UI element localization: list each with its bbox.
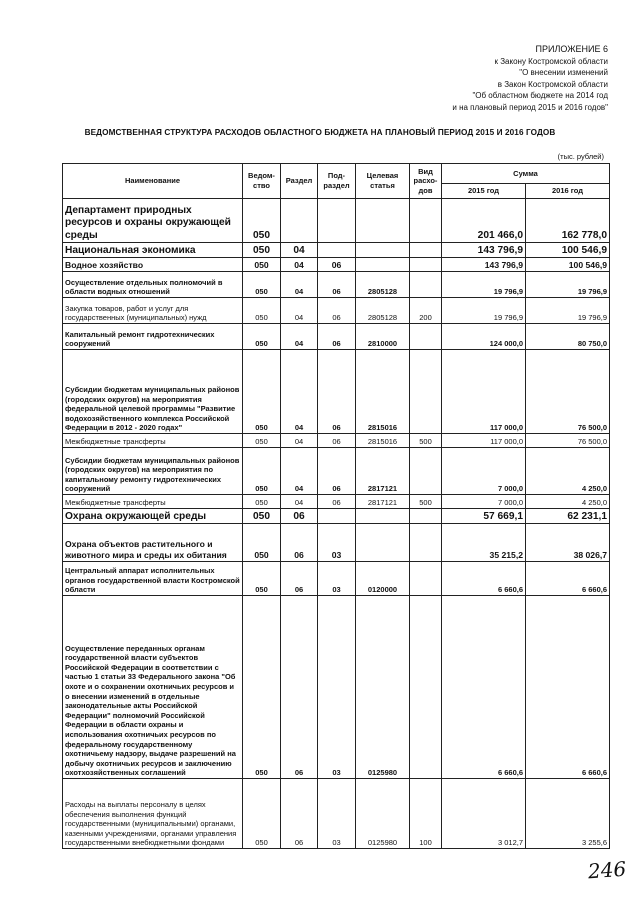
cell-dept: 050 xyxy=(243,324,281,350)
cell-name: Департамент природных ресурсов и охраны окружающей среды xyxy=(63,199,243,243)
cell-name: Охрана окружающей среды xyxy=(63,509,243,524)
cell-target xyxy=(356,509,410,524)
header-section: Раздел xyxy=(281,164,318,199)
header-subsection: Под-раздел xyxy=(318,164,356,199)
cell-name: Расходы на выплаты персоналу в целях обеспечения выполнения функций государственными (муниципальными) органами, казенными учреждениями, органами управления государственными внебюджетными фондами xyxy=(63,779,243,849)
cell-y2015: 6 660,6 xyxy=(442,562,526,596)
cell-type: 200 xyxy=(410,298,442,324)
cell-dept: 050 xyxy=(243,199,281,243)
cell-y2015: 117 000,0 xyxy=(442,434,526,448)
cell-y2016: 100 546,9 xyxy=(526,258,610,272)
table-row xyxy=(63,272,610,298)
cell-subsection xyxy=(318,509,356,524)
table-row xyxy=(63,495,610,509)
units-label: (тыс. рублей) xyxy=(557,152,604,161)
cell-dept: 050 xyxy=(243,350,281,434)
table-row xyxy=(63,596,610,779)
table-row xyxy=(63,298,610,324)
cell-section: 06 xyxy=(281,779,318,849)
cell-type xyxy=(410,243,442,258)
cell-section: 06 xyxy=(281,524,318,562)
cell-subsection: 03 xyxy=(318,596,356,779)
cell-target: 2817121 xyxy=(356,448,410,495)
cell-type xyxy=(410,272,442,298)
cell-subsection: 06 xyxy=(318,298,356,324)
cell-y2016: 162 778,0 xyxy=(526,199,610,243)
cell-name: Межбюджетные трансферты xyxy=(63,495,243,509)
annex-header xyxy=(452,44,608,113)
table-row xyxy=(63,324,610,350)
cell-target: 0125980 xyxy=(356,779,410,849)
cell-dept: 050 xyxy=(243,596,281,779)
cell-y2016: 4 250,0 xyxy=(526,495,610,509)
table-row xyxy=(63,199,610,243)
cell-y2016: 62 231,1 xyxy=(526,509,610,524)
cell-section: 04 xyxy=(281,324,318,350)
header-2016: 2016 год xyxy=(526,184,610,199)
cell-type xyxy=(410,448,442,495)
cell-target: 2805128 xyxy=(356,272,410,298)
cell-y2016: 19 796,9 xyxy=(526,298,610,324)
cell-section: 04 xyxy=(281,258,318,272)
cell-subsection: 06 xyxy=(318,258,356,272)
header-sum: Сумма xyxy=(442,164,610,184)
cell-y2016: 100 546,9 xyxy=(526,243,610,258)
cell-section: 06 xyxy=(281,509,318,524)
cell-subsection: 03 xyxy=(318,562,356,596)
cell-y2015: 143 796,9 xyxy=(442,243,526,258)
cell-section: 04 xyxy=(281,243,318,258)
cell-subsection: 06 xyxy=(318,350,356,434)
cell-y2015: 201 466,0 xyxy=(442,199,526,243)
cell-y2015: 19 796,9 xyxy=(442,272,526,298)
cell-y2015: 35 215,2 xyxy=(442,524,526,562)
cell-y2016: 6 660,6 xyxy=(526,596,610,779)
table-row xyxy=(63,524,610,562)
cell-type: 100 xyxy=(410,779,442,849)
annex-line: к Закону Костромской области xyxy=(494,56,608,66)
cell-subsection xyxy=(318,243,356,258)
table-row xyxy=(63,350,610,434)
cell-y2016: 76 500,0 xyxy=(526,350,610,434)
header-type: Вид расхо-дов xyxy=(410,164,442,199)
budget-table xyxy=(62,163,610,849)
cell-subsection: 06 xyxy=(318,272,356,298)
document-title: ВЕДОМСТВЕННАЯ СТРУКТУРА РАСХОДОВ ОБЛАСТНОГО БЮДЖЕТА НА ПЛАНОВЫЙ ПЕРИОД 2015 И 2016 ГОДОВ xyxy=(84,128,556,137)
cell-y2016: 3 255,6 xyxy=(526,779,610,849)
cell-dept: 050 xyxy=(243,272,281,298)
cell-dept: 050 xyxy=(243,524,281,562)
annex-line: "О внесении изменений xyxy=(519,68,608,77)
cell-y2016: 80 750,0 xyxy=(526,324,610,350)
cell-type xyxy=(410,199,442,243)
cell-target: 0120000 xyxy=(356,562,410,596)
cell-section: 04 xyxy=(281,448,318,495)
annex-line: в Закон Костромской области xyxy=(497,79,608,89)
cell-target xyxy=(356,243,410,258)
cell-subsection xyxy=(318,199,356,243)
cell-type xyxy=(410,524,442,562)
cell-y2015: 7 000,0 xyxy=(442,495,526,509)
cell-dept: 050 xyxy=(243,298,281,324)
cell-name: Осуществление отдельных полномочий в области водных отношений xyxy=(63,272,243,298)
cell-type xyxy=(410,562,442,596)
cell-type xyxy=(410,350,442,434)
cell-target: 2810000 xyxy=(356,324,410,350)
header-name: Наименование xyxy=(63,164,243,199)
cell-dept: 050 xyxy=(243,509,281,524)
cell-subsection: 06 xyxy=(318,495,356,509)
table-row xyxy=(63,562,610,596)
cell-target: 2817121 xyxy=(356,495,410,509)
cell-dept: 050 xyxy=(243,495,281,509)
cell-subsection: 06 xyxy=(318,434,356,448)
cell-target: 2805128 xyxy=(356,298,410,324)
cell-y2016: 6 660,6 xyxy=(526,562,610,596)
cell-dept: 050 xyxy=(243,258,281,272)
cell-dept: 050 xyxy=(243,448,281,495)
cell-target xyxy=(356,258,410,272)
cell-name: Национальная экономика xyxy=(63,243,243,258)
cell-subsection: 06 xyxy=(318,448,356,495)
cell-y2015: 117 000,0 xyxy=(442,350,526,434)
cell-target: 2815016 xyxy=(356,434,410,448)
cell-name: Водное хозяйство xyxy=(63,258,243,272)
cell-y2015: 57 669,1 xyxy=(442,509,526,524)
cell-type xyxy=(410,596,442,779)
cell-name: Межбюджетные трансферты xyxy=(63,434,243,448)
cell-y2016: 4 250,0 xyxy=(526,448,610,495)
table-row xyxy=(63,434,610,448)
cell-section: 04 xyxy=(281,298,318,324)
header-2015: 2015 год xyxy=(442,184,526,199)
cell-section: 04 xyxy=(281,495,318,509)
cell-type xyxy=(410,509,442,524)
cell-y2016: 38 026,7 xyxy=(526,524,610,562)
cell-subsection: 06 xyxy=(318,324,356,350)
table-body xyxy=(63,199,610,849)
cell-y2015: 19 796,9 xyxy=(442,298,526,324)
table-row xyxy=(63,258,610,272)
cell-dept: 050 xyxy=(243,434,281,448)
cell-section: 04 xyxy=(281,434,318,448)
cell-section: 04 xyxy=(281,272,318,298)
cell-section: 04 xyxy=(281,350,318,434)
cell-y2015: 7 000,0 xyxy=(442,448,526,495)
cell-name: Осуществление переданных органам государственной власти субъектов Российской Федерации в соответствии с частью 1 статьи 33 Федерального закона "Об охоте и о сохранении охотничьих ресурсов и о внесении изменений в отдельные законодательные акты Российской Федерации" полномочий Российской Федерации в области охраны и использования охотничьих ресурсов по федеральному государственному охотничьему надзору, выдаче разрешений на добычу охотничьих ресурсов и заключению охотхозяйственных соглашений xyxy=(63,596,243,779)
cell-name: Охрана объектов растительного и животного мира и среды их обитания xyxy=(63,524,243,562)
cell-name: Субсидии бюджетам муниципальных районов (городских округов) на мероприятия федеральной целевой программы "Развитие водохозяйственного комплекса Российской Федерации в 2012 - 2020 годах" xyxy=(63,350,243,434)
cell-target: 2815016 xyxy=(356,350,410,434)
cell-target xyxy=(356,524,410,562)
cell-target: 0125980 xyxy=(356,596,410,779)
table-row xyxy=(63,509,610,524)
table-row xyxy=(63,243,610,258)
header-dept: Ведом-ство xyxy=(243,164,281,199)
annex-line: "Об областном бюджете на 2014 год xyxy=(472,91,608,100)
cell-subsection: 03 xyxy=(318,524,356,562)
annex-title: ПРИЛОЖЕНИЕ 6 xyxy=(535,44,608,54)
cell-y2015: 124 000,0 xyxy=(442,324,526,350)
cell-name: Капитальный ремонт гидротехнических сооружений xyxy=(63,324,243,350)
cell-y2015: 6 660,6 xyxy=(442,596,526,779)
cell-dept: 050 xyxy=(243,779,281,849)
cell-name: Субсидии бюджетам муниципальных районов (городских округов) на мероприятия по капитальному ремонту гидротехнических сооружений xyxy=(63,448,243,495)
cell-y2015: 3 012,7 xyxy=(442,779,526,849)
cell-y2015: 143 796,9 xyxy=(442,258,526,272)
cell-name: Центральный аппарат исполнительных органов государственной власти Костромской области xyxy=(63,562,243,596)
cell-dept: 050 xyxy=(243,243,281,258)
page-number: 246 xyxy=(587,856,627,884)
table-row xyxy=(63,448,610,495)
annex-line: и на плановый период 2015 и 2016 годов" xyxy=(452,102,608,112)
cell-y2016: 19 796,9 xyxy=(526,272,610,298)
cell-section: 06 xyxy=(281,562,318,596)
cell-type xyxy=(410,258,442,272)
header-target: Целевая статья xyxy=(356,164,410,199)
cell-section xyxy=(281,199,318,243)
cell-y2016: 76 500,0 xyxy=(526,434,610,448)
cell-type: 500 xyxy=(410,434,442,448)
cell-dept: 050 xyxy=(243,562,281,596)
cell-subsection: 03 xyxy=(318,779,356,849)
cell-type: 500 xyxy=(410,495,442,509)
cell-section: 06 xyxy=(281,596,318,779)
cell-type xyxy=(410,324,442,350)
cell-name: Закупка товаров, работ и услуг для государственных (муниципальных) нужд xyxy=(63,298,243,324)
table-row xyxy=(63,779,610,849)
cell-target xyxy=(356,199,410,243)
